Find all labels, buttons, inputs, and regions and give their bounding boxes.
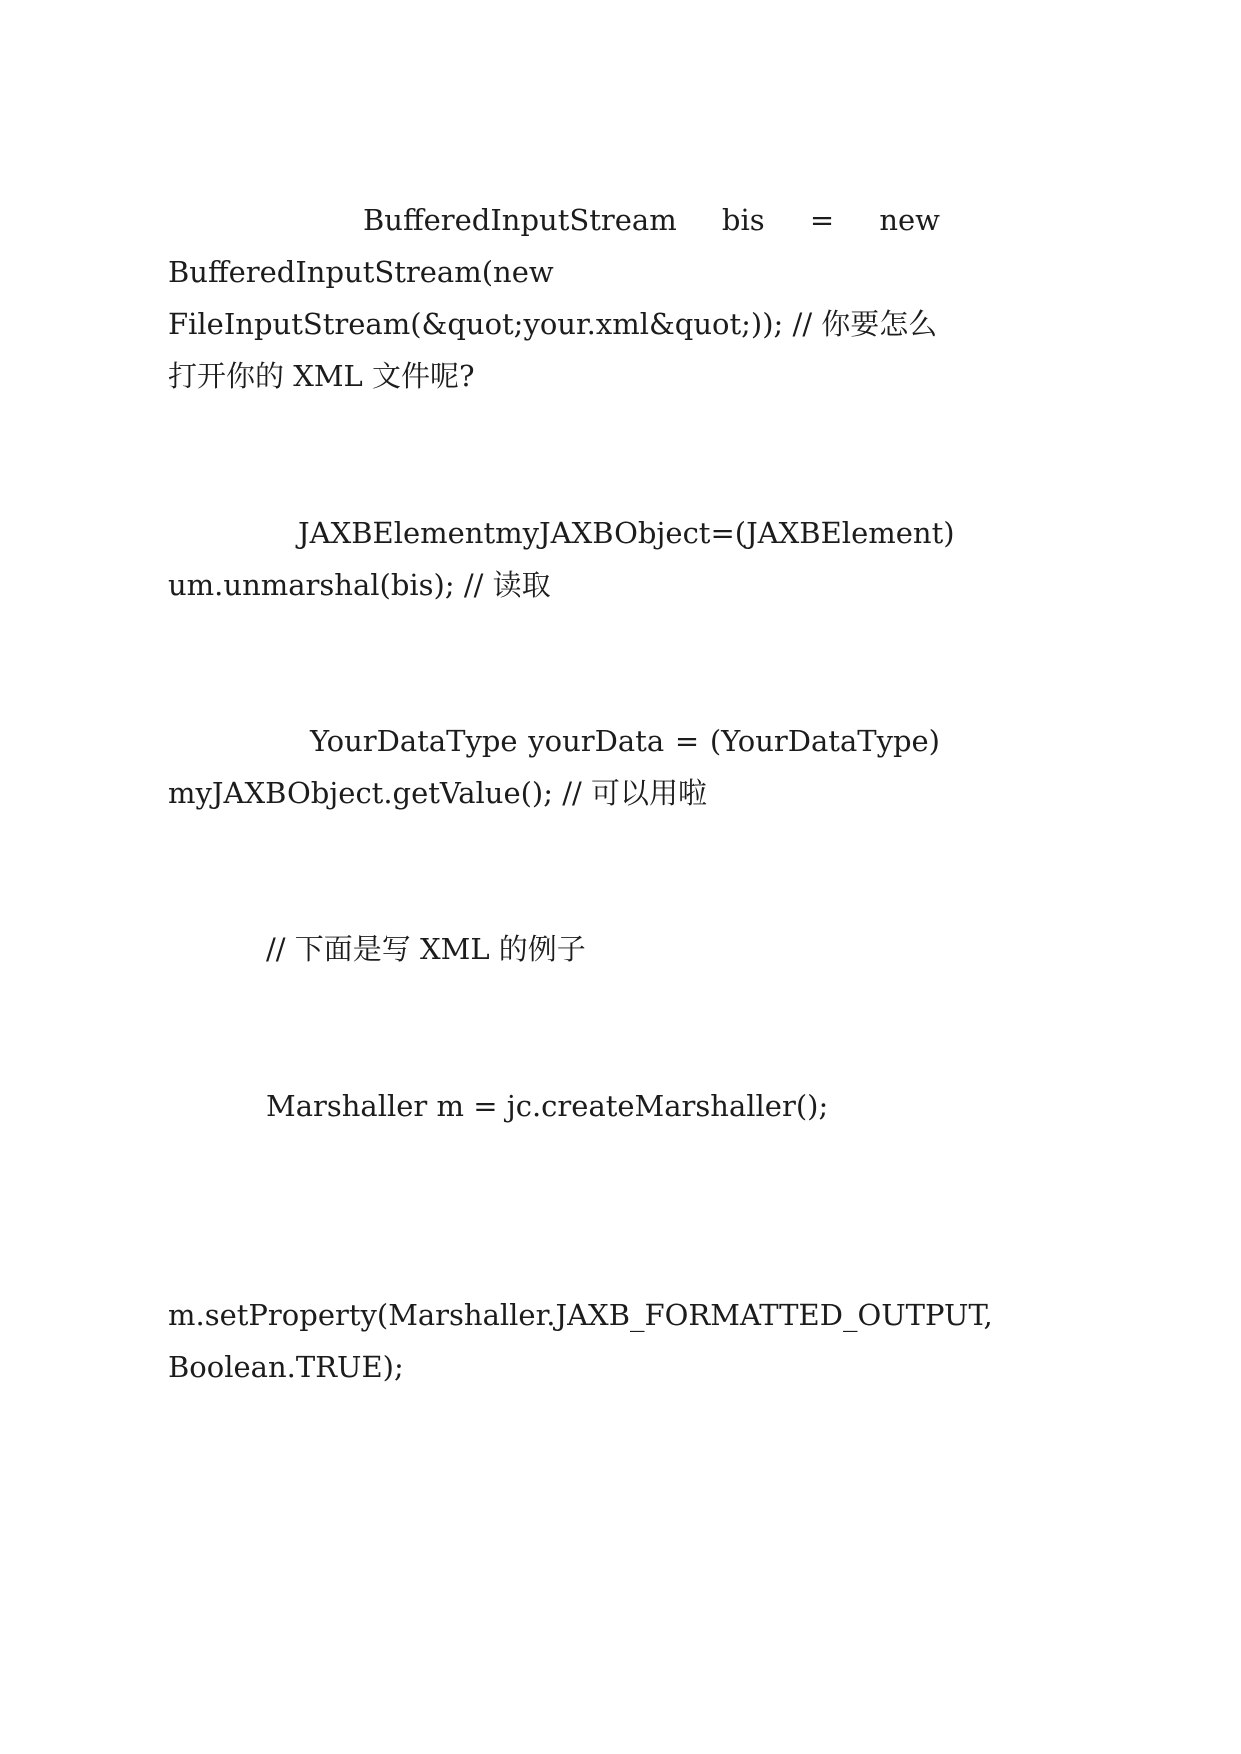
code-token: =	[710, 516, 735, 550]
code-token: =	[674, 724, 700, 758]
code-token: YourDataType	[310, 724, 518, 758]
code-token: bis	[721, 203, 765, 237]
code-line-buffered-input-stream-decl	[363, 202, 940, 238]
code-line-unmarshal: um.unmarshal(bis); // 读取	[168, 568, 551, 602]
code-line-set-property: m.setProperty(Marshaller.JAXB_FORMATTED_OUTPUT,	[168, 1298, 993, 1332]
code-comment-open-xml: 打开你的 XML 文件呢?	[168, 359, 475, 393]
code-line-boolean-true: Boolean.TRUE);	[168, 1350, 404, 1384]
code-line-file-input-stream: FileInputStream(&quot;your.xml&quot;)); // 你要怎么	[168, 307, 938, 341]
code-token: myJAXBObject	[495, 516, 711, 550]
code-token: (YourDataType)	[709, 724, 940, 758]
code-comment-write-xml-example: // 下面是写 XML 的例子	[266, 932, 586, 966]
code-token: yourData	[528, 724, 665, 758]
code-token: BufferedInputStream	[363, 203, 677, 237]
code-line-buffered-input-stream-new: BufferedInputStream(new	[168, 255, 554, 289]
code-token: JAXBElement	[298, 516, 496, 550]
code-line-create-marshaller: Marshaller m = jc.createMarshaller();	[266, 1089, 829, 1123]
code-token: =	[809, 203, 835, 237]
code-line-your-data-type-decl	[310, 723, 940, 759]
code-token: (JAXBElement)	[734, 516, 955, 550]
code-line-jaxb-element-decl	[298, 515, 955, 551]
code-line-get-value: myJAXBObject.getValue(); // 可以用啦	[168, 776, 707, 810]
code-token: new	[879, 203, 940, 237]
